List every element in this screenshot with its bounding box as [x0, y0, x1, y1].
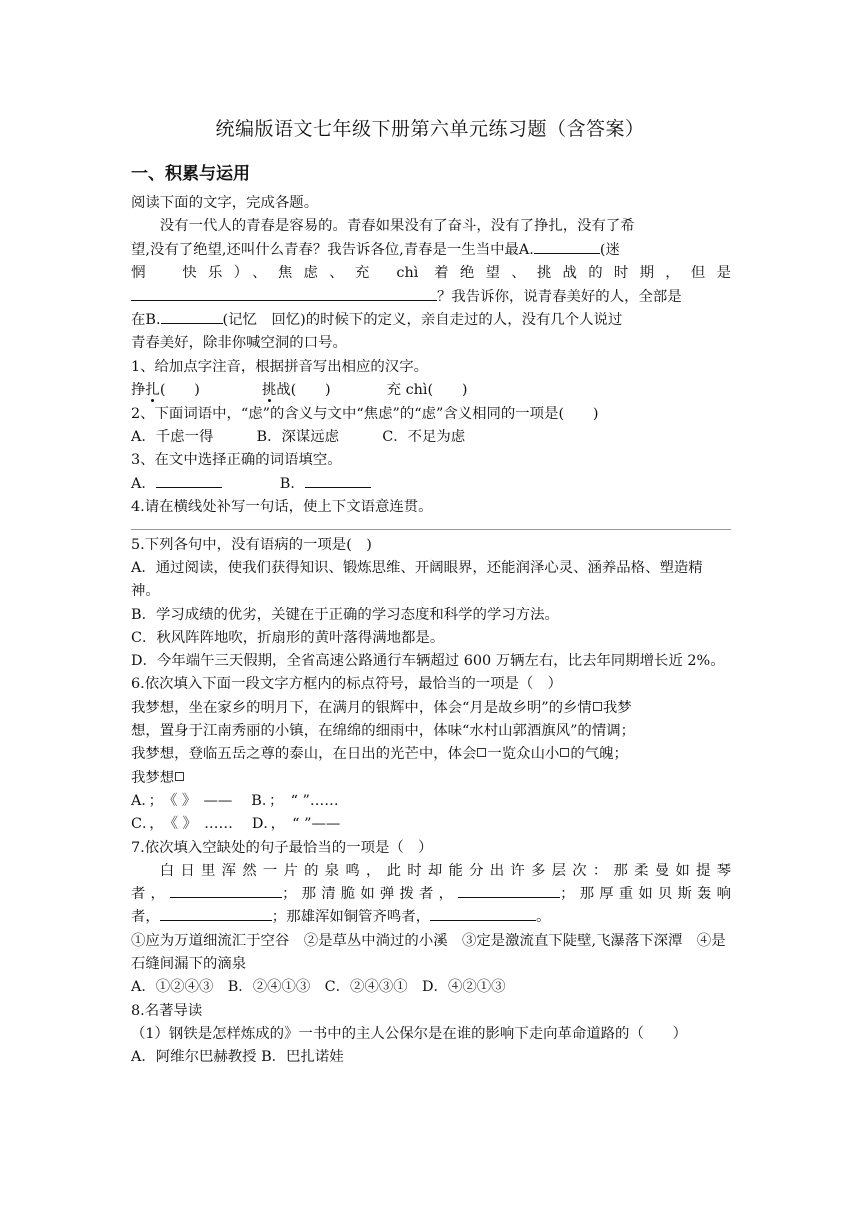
question-5-stem: 5.下列各句中，没有语病的一项是( ): [131, 536, 372, 553]
passage-text: 望,没有了绝望,还叫什么青春？我告诉各位,青春是一生当中最A.: [131, 241, 534, 258]
question-6-text: [131, 743, 731, 766]
question-2-options: A．千虑一得 B．深谋远虑 C．不足为虑: [131, 429, 466, 446]
item-blank[interactable]: 战( ): [276, 382, 331, 399]
answer-blank[interactable]: [458, 883, 560, 898]
q7-text: ；那雄浑如铜管齐鸣者，: [271, 909, 431, 926]
document-title: 统编版语文七年级下册第六单元练习题（含答案）: [215, 118, 645, 140]
question-7-choices: ①应为万道细流汇于空谷 ②是草丛中淌过的小溪 ③定是激流直下陡壁,飞瀑落下深潭 ④是石缝间漏下的滴泉: [131, 932, 726, 973]
dotted-char: 扎: [145, 382, 160, 399]
passage-line: 惘 快乐）、焦虑、充 chì 着绝望、挑战的时期，但是: [131, 265, 731, 282]
question-2-stem: 2、下面词语中，“虑”的含义与文中“焦虑”的“虑”含义相同的一项是( ): [131, 405, 599, 422]
question-5-option-b: B．学习成绩的优劣，关键在于正确的学习态度和科学的学习方法。: [131, 606, 559, 623]
label-a: A．: [131, 475, 156, 492]
question-8-sub-1: （1）钢铁是怎样炼成的》一书中的主人公保尔是在谁的影响下走向革命道路的（ ）: [131, 1025, 688, 1042]
passage-text: (记忆 回忆)的时候下的定义，亲自走过的人，没有几个人说过: [222, 312, 623, 329]
passage-text: 在B.: [131, 312, 161, 329]
answer-blank-a[interactable]: [156, 473, 222, 488]
question-5-option-a: A．通过阅读，使我们获得知识、锻炼思维、开阔眼界，还能润泽心灵、涵养品格、塑造精神。: [131, 559, 703, 600]
question-3-blanks: [131, 473, 731, 496]
passage-line: 青春美好，除非你喊空洞的口号。: [131, 335, 347, 352]
q6-text: 我梦想，坐在家乡的明月下，在满月的银辉中，体会“月是故乡明”的乡情: [131, 699, 592, 716]
document-body: [131, 192, 731, 1070]
reading-passage: [131, 215, 731, 355]
question-6-text: 想，置身于江南秀丽的小镇，在绵绵的细雨中，体味“水村山郭酒旗风”的情调；: [131, 723, 635, 740]
item-blank[interactable]: 充 chì( ): [386, 382, 468, 399]
blank-b[interactable]: [161, 309, 223, 324]
section-heading: 一、积累与运用: [131, 164, 250, 184]
passage-line: [131, 309, 731, 332]
q6-text: 一览众山小: [487, 746, 560, 763]
punctuation-box: [560, 748, 569, 757]
blank-a[interactable]: [534, 239, 600, 254]
answer-blank-b[interactable]: [305, 473, 371, 488]
question-6-text: [131, 767, 731, 790]
q7-text: ；那清脆如弹拨者，: [282, 886, 459, 903]
answer-blank[interactable]: [170, 883, 282, 898]
intro-text: 阅读下面的文字，完成各题。: [131, 195, 319, 211]
label-b: B．: [279, 475, 305, 492]
question-6-stem: 6.依次填入下面一段文字方框内的标点符号，最恰当的一项是（ ）: [131, 676, 563, 693]
question-7-stem: 7.依次填入空缺处的句子最恰当的一项是（ ）: [131, 839, 433, 856]
q7-text: 。: [536, 909, 551, 926]
question-5-option-c: C．秋风阵阵地吹，折扇形的黄叶落得满地都是。: [131, 629, 445, 646]
question-7-text: [131, 906, 731, 929]
q6-text: 我梦想: [131, 769, 175, 786]
item-text: 挣: [131, 382, 146, 399]
question-6-options-ab: A．； 《 》 —— B．； “ ”……: [131, 792, 339, 809]
punctuation-box: [593, 702, 602, 711]
passage-line: 没有一代人的青春是容易的。青春如果没有了奋斗，没有了挣扎，没有了希: [159, 218, 635, 235]
question-7-options: A．①②④③ B．②④①③ C．②④③① D．④②①③: [131, 979, 506, 996]
q7-text: 者，: [131, 909, 160, 926]
item-blank[interactable]: ( ): [159, 382, 200, 399]
question-6-text: [131, 697, 731, 720]
q6-text: 我梦: [602, 699, 632, 716]
passage-line: [131, 286, 731, 309]
question-7-text: [131, 883, 731, 906]
question-7-text: 白日里浑然一片的泉鸣，此时却能分出许多层次：那柔曼如提琴: [159, 862, 731, 879]
q6-text: 我梦想，登临五岳之尊的泰山，在日出的光芒中，体会: [131, 746, 477, 763]
punctuation-box: [477, 748, 486, 757]
answer-blank[interactable]: [430, 906, 536, 921]
dotted-char: 挑: [261, 382, 277, 399]
question-1-stem: 1、给加点字注音，根据拼音写出相应的汉字。: [131, 358, 428, 375]
passage-line: [131, 239, 731, 262]
question-3-stem: 3、在文中选择正确的词语填空。: [131, 452, 342, 469]
question-8-stem: 8.名著导读: [131, 1002, 203, 1019]
question-1-items: [131, 379, 731, 402]
question-5-option-d: D．今年端午三天假期，全省高速公路通行车辆超过 600 万辆左右，比去年同期增长近 2%。: [131, 653, 725, 670]
punctuation-box: [175, 772, 184, 781]
answer-line[interactable]: [131, 529, 731, 530]
q7-text: 者，: [131, 886, 171, 903]
passage-text: ？我告诉你，说青春美好的人，全部是: [437, 288, 682, 305]
question-8-options: A．阿维尔巴赫教授 B．巴扎诺娃: [131, 1049, 344, 1066]
q6-text: 的气魄；: [570, 746, 628, 763]
question-6-options-cd: C．， 《 》 …… D．， “ ”——: [131, 816, 341, 833]
passage-text: (迷: [599, 241, 620, 258]
questions-part-2: [131, 534, 731, 1070]
q7-text: ；那厚重如贝斯轰响: [560, 886, 731, 903]
blank-sentence[interactable]: [131, 286, 437, 301]
answer-blank[interactable]: [160, 906, 272, 921]
question-4-stem: 4.请在横线处补写一句话，使上下文语意连贯。: [131, 499, 433, 516]
